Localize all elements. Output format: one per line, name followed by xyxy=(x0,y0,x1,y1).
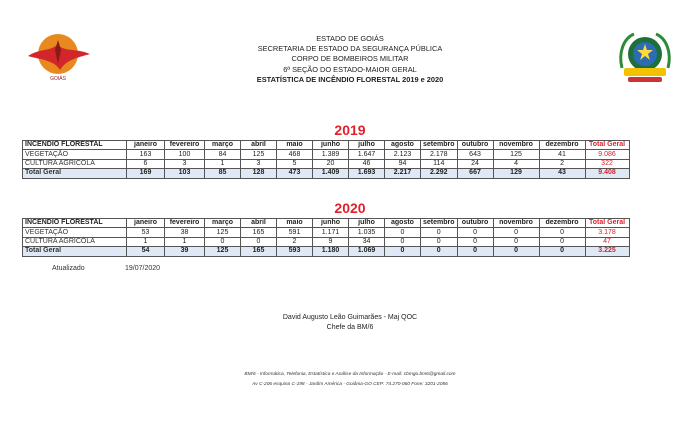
month-value-cell: 1.171 xyxy=(313,228,349,237)
month-value-cell: 163 xyxy=(127,150,165,159)
month-value-cell: 103 xyxy=(165,169,205,178)
month-value-cell: 591 xyxy=(277,228,313,237)
month-value-cell: 24 xyxy=(457,159,493,168)
column-header: janeiro xyxy=(127,141,165,150)
column-header: abril xyxy=(241,219,277,228)
year-2020-title: 2020 xyxy=(334,200,366,216)
month-value-cell: 9 xyxy=(313,237,349,246)
month-value-cell: 0 xyxy=(457,237,493,246)
month-value-cell: 169 xyxy=(127,169,165,178)
column-header: agosto xyxy=(385,219,421,228)
month-value-cell: 128 xyxy=(241,169,277,178)
table-row xyxy=(23,159,630,168)
column-header: fevereiro xyxy=(165,219,205,228)
signature-role: Chefe da BM/6 xyxy=(326,324,374,331)
row-total-cell: 9.408 xyxy=(585,169,629,178)
month-value-cell: 165 xyxy=(241,228,277,237)
month-value-cell: 1.180 xyxy=(313,247,349,256)
row-label: VEGETAÇÃO xyxy=(23,150,127,159)
header-report-title: ESTATÍSTICA DE INCÊNDIO FLORESTAL 2019 e 2020 xyxy=(256,74,444,84)
month-value-cell: 468 xyxy=(277,150,313,159)
month-value-cell: 129 xyxy=(493,169,539,178)
month-value-cell: 4 xyxy=(493,159,539,168)
month-value-cell: 593 xyxy=(277,247,313,256)
month-value-cell: 667 xyxy=(457,169,493,178)
row-total-cell: 9.086 xyxy=(585,150,629,159)
month-value-cell: 0 xyxy=(385,237,421,246)
table-row xyxy=(23,150,630,159)
footer xyxy=(0,370,700,390)
signature-block xyxy=(0,313,700,333)
svg-text:GOIÁS: GOIÁS xyxy=(50,76,66,82)
column-header: dezembro xyxy=(539,219,585,228)
month-value-cell: 165 xyxy=(241,247,277,256)
month-value-cell: 1 xyxy=(205,159,241,168)
header-secretariat: SECRETARIA DE ESTADO DA SEGURANÇA PÚBLICA xyxy=(257,44,443,54)
month-value-cell: 2 xyxy=(277,237,313,246)
month-value-cell: 643 xyxy=(457,150,493,159)
month-value-cell: 39 xyxy=(165,247,205,256)
row-label: VEGETAÇÃO xyxy=(23,228,127,237)
month-value-cell: 46 xyxy=(349,159,385,168)
year-2019-title: 2019 xyxy=(334,122,366,138)
month-value-cell: 125 xyxy=(205,247,241,256)
column-header: abril xyxy=(241,141,277,150)
table-2020 xyxy=(22,218,630,257)
month-value-cell: 0 xyxy=(241,237,277,246)
total-row xyxy=(23,247,630,256)
column-header: maio xyxy=(277,219,313,228)
month-value-cell: 1.389 xyxy=(313,150,349,159)
month-value-cell: 1 xyxy=(127,237,165,246)
month-value-cell: 0 xyxy=(493,237,539,246)
updated-date: 19/07/2020 xyxy=(125,265,161,272)
row-total-cell: 3.178 xyxy=(585,228,629,237)
month-value-cell: 114 xyxy=(421,159,458,168)
month-value-cell: 125 xyxy=(493,150,539,159)
month-value-cell: 2.123 xyxy=(385,150,421,159)
table-header-row xyxy=(23,219,630,228)
column-header: junho xyxy=(313,219,349,228)
month-value-cell: 473 xyxy=(277,169,313,178)
month-value-cell: 0 xyxy=(421,237,458,246)
column-header: julho xyxy=(349,219,385,228)
table-row xyxy=(23,237,630,246)
month-value-cell: 1.647 xyxy=(349,150,385,159)
month-value-cell: 0 xyxy=(493,247,539,256)
column-header: fevereiro xyxy=(165,141,205,150)
row-label: CULTURA AGRÍCOLA xyxy=(23,159,127,168)
month-value-cell: 1 xyxy=(165,237,205,246)
month-value-cell: 0 xyxy=(457,228,493,237)
footer-contact: BM/6 - Informática, Telefonia, Estatística e Análise da Informação - E-mail: cbmgo.bm6@gmail.com xyxy=(244,372,456,377)
month-value-cell: 125 xyxy=(205,228,241,237)
column-header: Total Geral xyxy=(585,219,629,228)
column-header: novembro xyxy=(493,219,539,228)
column-header: julho xyxy=(349,141,385,150)
month-value-cell: 94 xyxy=(385,159,421,168)
month-value-cell: 2.217 xyxy=(385,169,421,178)
month-value-cell: 0 xyxy=(385,247,421,256)
updated-label: Atualizado xyxy=(52,265,85,272)
document-header xyxy=(0,34,700,85)
column-header: INCÊNDIO FLORESTAL xyxy=(23,141,127,150)
column-header: outubro xyxy=(457,141,493,150)
month-value-cell: 0 xyxy=(205,237,241,246)
column-header: setembro xyxy=(421,141,458,150)
column-header: novembro xyxy=(493,141,539,150)
month-value-cell: 54 xyxy=(127,247,165,256)
table-header-row xyxy=(23,141,630,150)
month-value-cell: 3 xyxy=(165,159,205,168)
row-total-cell: 47 xyxy=(585,237,629,246)
column-header: setembro xyxy=(421,219,458,228)
row-total-cell: 3.225 xyxy=(585,247,629,256)
table-row xyxy=(23,228,630,237)
month-value-cell: 34 xyxy=(349,237,385,246)
column-header: outubro xyxy=(457,219,493,228)
month-value-cell: 3 xyxy=(241,159,277,168)
month-value-cell: 2.178 xyxy=(421,150,458,159)
month-value-cell: 20 xyxy=(313,159,349,168)
column-header: dezembro xyxy=(539,141,585,150)
month-value-cell: 6 xyxy=(127,159,165,168)
column-header: março xyxy=(205,141,241,150)
month-value-cell: 1.409 xyxy=(313,169,349,178)
column-header: INCÊNDIO FLORESTAL xyxy=(23,219,127,228)
month-value-cell: 1.069 xyxy=(349,247,385,256)
signature-name: David Augusto Leão Guimarães - Maj QOC xyxy=(282,314,418,321)
month-value-cell: 125 xyxy=(241,150,277,159)
row-label: Total Geral xyxy=(23,169,127,178)
footer-address: Av C-206 esquina C-198 - Jardim América - Goiânia-GO CEP: 74.270-060 Fone: 3201-2056 xyxy=(252,382,448,387)
total-row xyxy=(23,169,630,178)
row-total-cell: 322 xyxy=(585,159,629,168)
month-value-cell: 53 xyxy=(127,228,165,237)
month-value-cell: 38 xyxy=(165,228,205,237)
month-value-cell: 2.292 xyxy=(421,169,458,178)
month-value-cell: 0 xyxy=(385,228,421,237)
month-value-cell: 0 xyxy=(539,247,585,256)
month-value-cell: 84 xyxy=(205,150,241,159)
header-section: 6ª SEÇÃO DO ESTADO-MAIOR GERAL xyxy=(283,64,417,74)
row-label: Total Geral xyxy=(23,247,127,256)
month-value-cell: 85 xyxy=(205,169,241,178)
month-value-cell: 1.693 xyxy=(349,169,385,178)
column-header: maio xyxy=(277,141,313,150)
month-value-cell: 0 xyxy=(493,228,539,237)
month-value-cell: 0 xyxy=(539,237,585,246)
month-value-cell: 41 xyxy=(539,150,585,159)
header-corps: CORPO DE BOMBEIROS MILITAR xyxy=(291,54,409,64)
column-header: janeiro xyxy=(127,219,165,228)
month-value-cell: 1.035 xyxy=(349,228,385,237)
column-header: março xyxy=(205,219,241,228)
month-value-cell: 0 xyxy=(421,247,458,256)
column-header: agosto xyxy=(385,141,421,150)
month-value-cell: 5 xyxy=(277,159,313,168)
header-state: ESTADO DE GOIÁS xyxy=(316,34,384,43)
table-2019 xyxy=(22,140,630,179)
row-label: CULTURA AGRÍCOLA xyxy=(23,237,127,246)
month-value-cell: 0 xyxy=(539,228,585,237)
column-header: Total Geral xyxy=(585,141,629,150)
month-value-cell: 0 xyxy=(421,228,458,237)
month-value-cell: 100 xyxy=(165,150,205,159)
column-header: junho xyxy=(313,141,349,150)
month-value-cell: 2 xyxy=(539,159,585,168)
month-value-cell: 0 xyxy=(457,247,493,256)
month-value-cell: 43 xyxy=(539,169,585,178)
